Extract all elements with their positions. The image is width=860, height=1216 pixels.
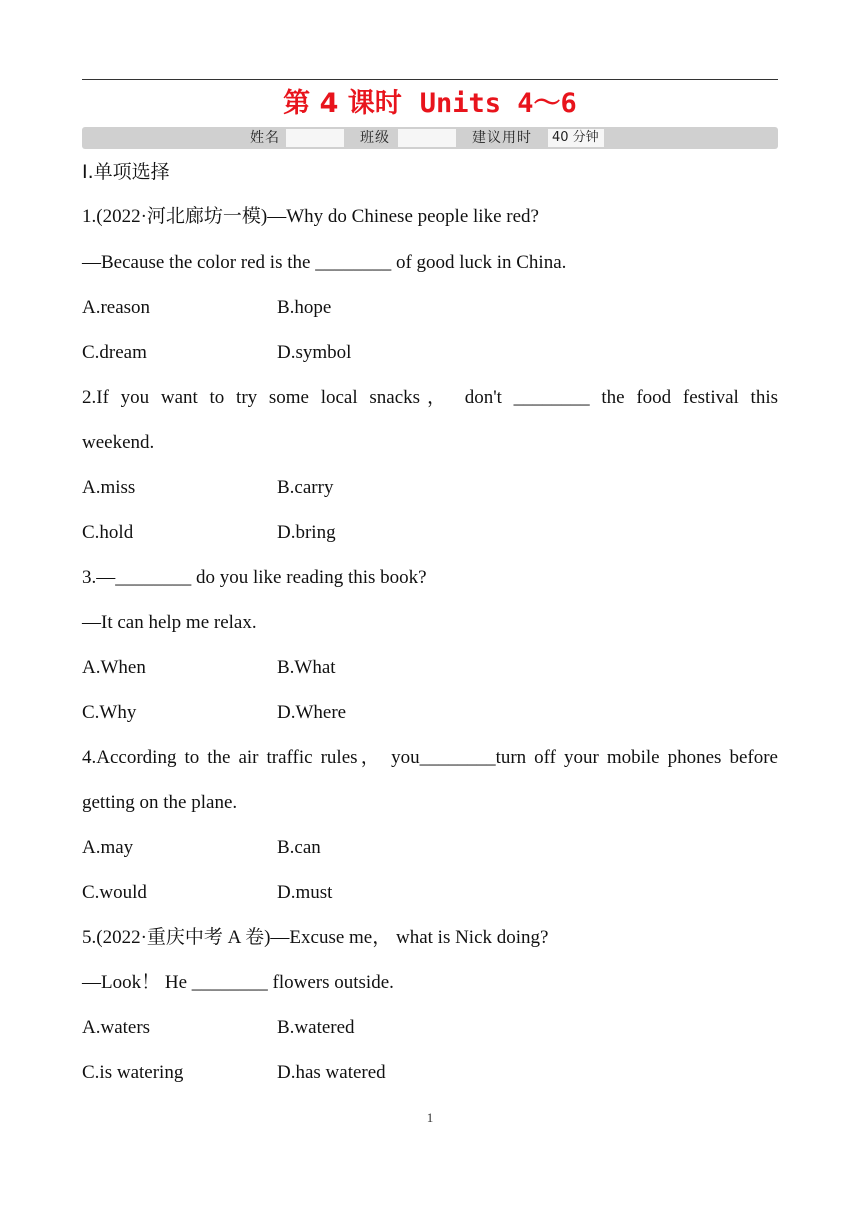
- option-d[interactable]: D.bring: [277, 522, 336, 543]
- option-d[interactable]: D.symbol: [277, 342, 352, 363]
- question-stem: 4.According to the air traffic rules， you________turn off your mobile phones before: [82, 747, 778, 768]
- section-title: Ⅰ.单项选择: [82, 161, 170, 183]
- question-stem: weekend.: [82, 432, 155, 453]
- option-b[interactable]: B.watered: [277, 1017, 355, 1038]
- title-lesson: 第 4 课时: [283, 88, 402, 119]
- option-b[interactable]: B.What: [277, 657, 336, 678]
- name-label: 姓名: [250, 130, 280, 146]
- page-title: [0, 86, 860, 122]
- option-d[interactable]: D.Where: [277, 702, 347, 723]
- page-number: 1: [426, 1110, 434, 1125]
- question-stem: —It can help me relax.: [82, 612, 257, 633]
- option-c[interactable]: C.dream: [82, 342, 147, 363]
- option-c[interactable]: C.is watering: [82, 1062, 184, 1083]
- question-stem: —Because the color red is the ________ of good luck in China.: [82, 252, 567, 273]
- class-label: 班级: [360, 130, 390, 146]
- question-stem: getting on the plane.: [82, 792, 238, 813]
- question-stem: —Look！ He ________ flowers outside.: [82, 972, 394, 993]
- question-stem: 3.—________ do you like reading this book?: [82, 567, 427, 588]
- option-d[interactable]: D.has watered: [277, 1062, 386, 1083]
- question-stem: 1.(2022·河北廊坊一模)—Why do Chinese people like red?: [82, 206, 539, 227]
- option-a[interactable]: A.reason: [82, 297, 151, 318]
- option-c[interactable]: C.would: [82, 882, 147, 903]
- option-a[interactable]: A.miss: [82, 477, 136, 498]
- option-b[interactable]: B.carry: [277, 477, 334, 498]
- option-b[interactable]: B.can: [277, 837, 321, 858]
- class-field[interactable]: [398, 129, 456, 147]
- time-value: 40 分钟: [548, 129, 604, 147]
- time-label: 建议用时: [472, 130, 532, 146]
- option-a[interactable]: A.may: [82, 837, 134, 858]
- header-rule: [82, 79, 778, 80]
- question-stem: 5.(2022·重庆中考 A 卷)—Excuse me， what is Nick doing?: [82, 927, 549, 948]
- question-stem: 2.If you want to try some local snacks， don't ________ the food festival this: [82, 387, 778, 408]
- option-c[interactable]: C.Why: [82, 702, 137, 723]
- option-c[interactable]: C.hold: [82, 522, 134, 543]
- option-a[interactable]: A.waters: [82, 1017, 151, 1038]
- option-d[interactable]: D.must: [277, 882, 333, 903]
- title-units: Units 4～6: [419, 88, 577, 119]
- option-b[interactable]: B.hope: [277, 297, 332, 318]
- name-field[interactable]: [286, 129, 344, 147]
- option-a[interactable]: A.When: [82, 657, 146, 678]
- info-bar: [82, 127, 778, 149]
